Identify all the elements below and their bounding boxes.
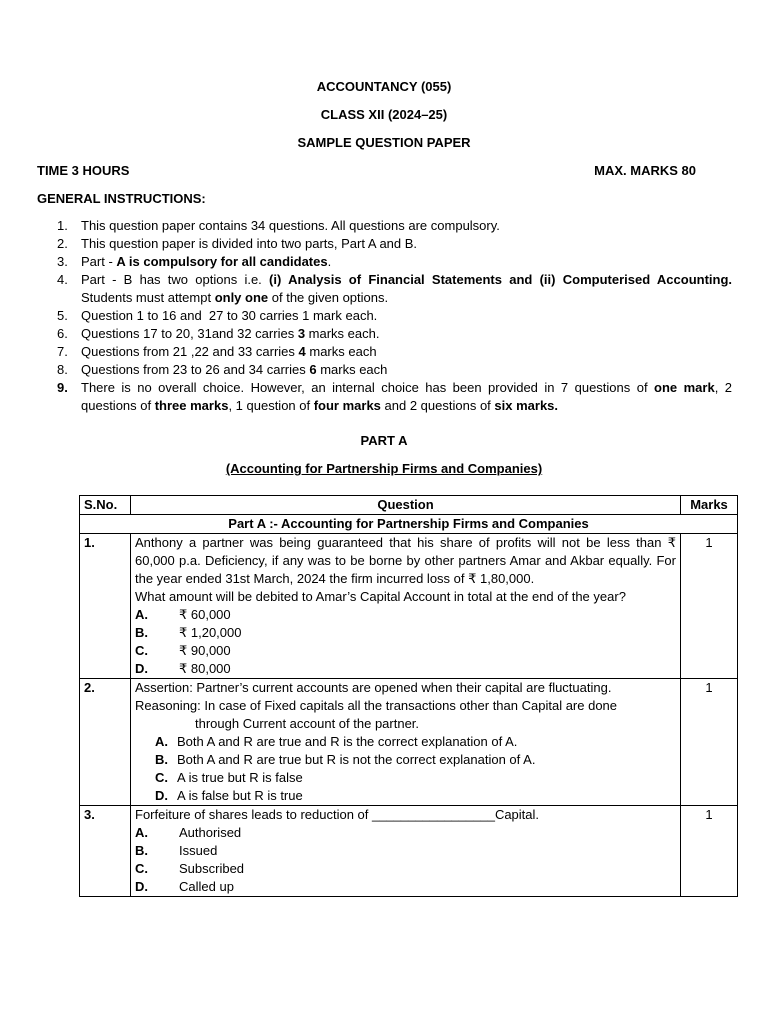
instruction-text — [81, 325, 732, 343]
instructions-list — [57, 217, 732, 415]
instruction-text-bold: A is compulsory for all candidates — [116, 254, 328, 269]
option-label: B. — [135, 843, 148, 858]
option-label: C. — [135, 861, 148, 876]
question-number: 2. — [80, 679, 131, 806]
instruction-text-part: Part - B has two options i.e. — [81, 272, 270, 287]
option-label: A. — [135, 825, 148, 840]
instruction-text-bold: three marks — [154, 398, 229, 413]
instruction-text — [81, 343, 732, 361]
instruction-text — [81, 361, 732, 379]
instruction-text-part: There is no overall choice. However, an internal choice has been provided in 7 questions of — [81, 380, 655, 395]
option-text: A is true but R is false — [177, 770, 303, 785]
option-text: ₹ 90,000 — [179, 643, 231, 658]
option-item — [135, 642, 676, 660]
instruction-text-bold: 3 — [297, 326, 306, 341]
instruction-text-part: and 2 questions of — [380, 398, 495, 413]
fill-blank: _________________ — [372, 807, 495, 822]
option-item — [135, 733, 676, 751]
instruction-number: 7. — [57, 344, 68, 359]
instruction-text-part: marks each. — [305, 326, 380, 341]
instruction-text-part: Students must attempt — [81, 290, 215, 305]
option-label: D. — [155, 788, 168, 803]
instruction-text-part: Part - — [81, 254, 117, 269]
option-label: B. — [155, 752, 168, 767]
option-text: ₹ 80,000 — [179, 661, 231, 676]
instruction-text-bold: 4 — [298, 344, 306, 359]
instruction-item — [57, 271, 732, 307]
question-cell — [131, 534, 681, 679]
option-text: Subscribed — [179, 861, 245, 876]
part-a-subtitle-wrap — [0, 460, 768, 478]
option-item — [135, 878, 676, 896]
instruction-item — [57, 343, 732, 361]
question-number: 3. — [80, 806, 131, 897]
section-title: Part A :- Accounting for Partnership Firms and Companies — [80, 515, 738, 534]
option-item — [135, 624, 676, 642]
table-row — [80, 679, 738, 806]
instruction-item — [57, 361, 732, 379]
assertion-text: Assertion: Partner’s current accounts are opened when their capital are fluctuating. — [135, 680, 612, 695]
question-text-part: Capital. — [494, 807, 540, 822]
option-item — [135, 751, 676, 769]
instruction-text: Question 1 to 16 and 27 to 30 carries 1 mark each. — [81, 308, 378, 323]
part-a-subtitle: (Accounting for Partnership Firms and Companies) — [225, 461, 543, 476]
header-question: Question — [131, 496, 681, 515]
instructions-heading: GENERAL INSTRUCTIONS: — [37, 191, 206, 206]
instruction-text — [81, 379, 732, 415]
option-text: Authorised — [179, 825, 242, 840]
question-text: Anthony a partner was being guaranteed that his share of profits will not be less than ₹ 60,000 p.a. Deficiency, if any was to be borne by other partners Amar and Akbar equally. For the year ended 31st March, 2024 the firm incurred loss of ₹ 1,80,000. — [135, 535, 676, 586]
instruction-text — [81, 253, 732, 271]
question-cell — [131, 679, 681, 806]
option-item — [135, 606, 676, 624]
instruction-item — [57, 379, 732, 415]
instruction-text-part: Questions 17 to 20, 31and 32 carries — [81, 326, 298, 341]
option-label: A. — [155, 734, 168, 749]
option-text: A is false but R is true — [177, 788, 303, 803]
option-text: ₹ 60,000 — [179, 607, 231, 622]
class-title: CLASS XII (2024–25) — [320, 107, 448, 122]
instruction-item — [57, 253, 732, 271]
instruction-number: 5. — [57, 308, 68, 323]
max-marks-label: MAX. MARKS 80 — [594, 163, 696, 178]
instruction-text-bold: 6 — [309, 362, 317, 377]
section-row — [80, 515, 738, 534]
question-text-part: Forfeiture of shares leads to reduction of — [135, 807, 373, 822]
paper-title: SAMPLE QUESTION PAPER — [297, 135, 471, 150]
instruction-text-part: Questions from 21 ,22 and 33 carries — [81, 344, 299, 359]
instruction-number: 8. — [57, 362, 68, 377]
instruction-item — [57, 217, 732, 235]
instruction-text-bold: only one — [214, 290, 269, 305]
option-text: Called up — [179, 879, 234, 894]
table-row — [80, 806, 738, 897]
header-sno: S.No. — [80, 496, 131, 515]
questions-table — [79, 495, 738, 897]
option-text: Both A and R are true but R is not the correct explanation of A. — [177, 752, 536, 767]
instruction-number: 4. — [57, 272, 68, 287]
instruction-number: 3. — [57, 254, 68, 269]
reasoning-text: Reasoning: In case of Fixed capitals all the transactions other than Capital are done — [135, 698, 618, 713]
option-item — [135, 787, 676, 805]
instruction-text-bold: six marks. — [494, 398, 559, 413]
question-cell — [131, 806, 681, 897]
instruction-number: 9. — [57, 380, 68, 395]
option-label: D. — [135, 661, 148, 676]
question-marks: 1 — [681, 806, 738, 897]
instruction-text-part: Questions from 23 to 26 and 34 carries — [81, 362, 310, 377]
option-label: C. — [135, 643, 148, 658]
instruction-text-bold: four marks — [313, 398, 381, 413]
table-header-row — [80, 496, 738, 515]
instruction-text-bold: (i) Analysis of Financial Statements and (ii) Computerised Accounting. — [269, 272, 733, 287]
instruction-number: 2. — [57, 236, 68, 251]
option-label: C. — [155, 770, 168, 785]
instruction-item — [57, 235, 732, 253]
header-marks: Marks — [681, 496, 738, 515]
option-item — [135, 824, 676, 842]
option-text: Both A and R are true and R is the correct explanation of A. — [177, 734, 518, 749]
instruction-text-part: . — [327, 254, 332, 269]
question-marks: 1 — [681, 679, 738, 806]
question-number: 1. — [80, 534, 131, 679]
question-marks: 1 — [681, 534, 738, 679]
instruction-text: This question paper contains 34 questions. All questions are compulsory. — [81, 218, 500, 233]
instruction-text-bold: one mark — [654, 380, 715, 395]
option-item — [135, 842, 676, 860]
instruction-text-part: , 1 question of — [228, 398, 314, 413]
option-label: D. — [135, 879, 148, 894]
instruction-number: 6. — [57, 326, 68, 341]
table-row — [80, 534, 738, 679]
instruction-text-part: , 2 questions of — [81, 380, 732, 413]
option-label: B. — [135, 625, 148, 640]
instruction-text — [81, 271, 732, 307]
instruction-text-part: marks each — [305, 344, 377, 359]
question-text — [135, 806, 676, 824]
option-item — [135, 660, 676, 678]
option-item — [135, 769, 676, 787]
instruction-text-part: marks each — [316, 362, 388, 377]
instruction-text: This question paper is divided into two parts, Part A and B. — [81, 236, 418, 251]
option-item — [135, 860, 676, 878]
question-prompt: What amount will be debited to Amar’s Capital Account in total at the end of the year? — [135, 589, 626, 604]
instruction-item — [57, 325, 732, 343]
time-label: TIME 3 HOURS — [37, 163, 130, 178]
instruction-item — [57, 307, 732, 325]
reasoning-continuation: through Current account of the partner. — [195, 716, 420, 731]
option-text: ₹ 1,20,000 — [179, 625, 242, 640]
instruction-text-part: of the given options. — [268, 290, 389, 305]
part-a-title: PART A — [360, 433, 408, 448]
instruction-number: 1. — [57, 218, 68, 233]
subject-title: ACCOUNTANCY (055) — [316, 79, 452, 94]
option-text: Issued — [179, 843, 218, 858]
option-label: A. — [135, 607, 148, 622]
